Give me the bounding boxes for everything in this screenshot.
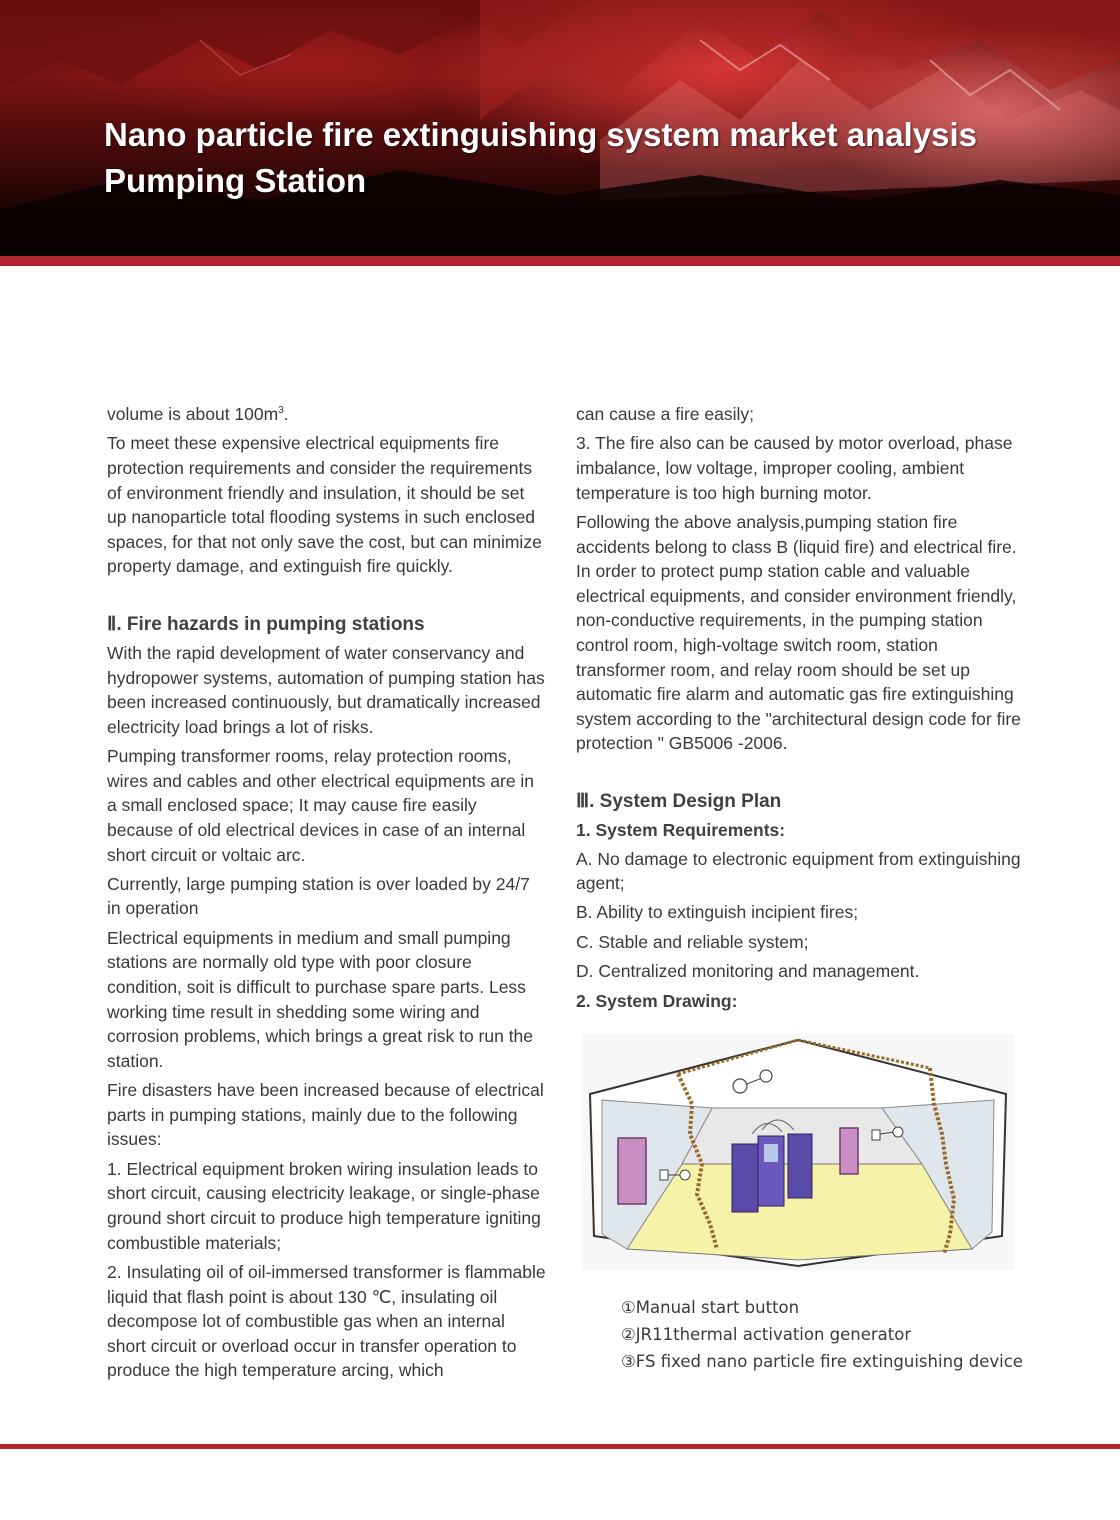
paragraph-issue-3: 3. The fire also can be caused by motor overload, phase imbalance, low voltage, improper cooling, ambient temperature is too high burning motor. [576,433,1013,503]
section-heading-fire-hazards: Ⅱ. Fire hazards in pumping stations [107,613,425,635]
page-subtitle: Pumping Station [104,162,367,199]
right-column [576,402,1021,1017]
paragraph-analysis: Following the above analysis,pumping station fire accidents belong to class B (liquid fire) and electrical fire. In order to protect pump station cable and valuable electrical equipments, and consider environment friendly, non-conductive requirements, in the pumping station control room, high-voltage switch room, station transformer room, and relay room should be set up automatic fire alarm and automatic gas fire extinguishing system according to the "architectural design code for fire protection " GB5006 -2006. [576,511,1021,754]
footer-divider [0,1444,1120,1449]
paragraph-old-equipment: Electrical equipments in medium and small pumping stations are normally old type with poor closure condition, soit is difficult to purchase spare parts. Less working time result in shedding some wiring and corrosion problems, which brings a great risk to run the station. [107,927,534,1071]
section-heading-design-plan: Ⅲ. System Design Plan [576,790,782,812]
page-title: Nano particle fire extinguishing system market analysis [104,116,977,153]
system-drawing [582,1034,1014,1270]
paragraph-transformer-rooms: Pumping transformer rooms, relay protection rooms, wires and cables and other electrical equipments are in a small enclosed space; It may cause fire easily because of old electrical devices in case of an internal short circuit or voltaic arc. [107,746,535,865]
superscript: 3 [278,405,284,417]
paragraph-disasters: Fire disasters have been increased because of electrical parts in pumping stations, mainly due to the following issues: [107,1080,544,1150]
paragraph-development: With the rapid development of water conservancy and hydropower systems, automation of pumping station has been increased continuously, but dramatically increased electricity load brings a lot of risks. [107,642,545,737]
requirement-a: A. No damage to electronic equipment from extinguishing agent; [576,848,1021,894]
paragraph-volume [107,402,547,427]
header-divider [0,256,1120,266]
volume-text: volume is about 100m [107,404,279,424]
header-banner [0,0,1120,256]
requirement-d: D. Centralized monitoring and management. [576,961,920,982]
legend-item-fs-device: ③FS fixed nano particle fire extinguishing device [621,1352,1023,1371]
room-illustration [582,1034,1014,1270]
legend-item-manual-start: ①Manual start button [621,1298,800,1317]
requirement-b: B. Ability to extinguish incipient fires; [576,902,859,923]
paragraph-issue-1: 1. Electrical equipment broken wiring insulation leads to short circuit, causing electricity leakage, or single-phase ground short circuit to produce high temperature igniting combustible materials; [107,1158,541,1253]
subheading-drawing: 2. System Drawing: [576,990,738,1011]
paragraph-issue-2: 2. Insulating oil of oil-immersed transformer is flammable liquid that flash point is about 130 ℃, insulating oil decompose lot of combustible gas when an internal short circuit or overload occur in transfer operation to produce the high temperature arcing, which [107,1261,546,1381]
paragraph-requirements: To meet these expensive electrical equipments fire protection requirements and consider the requirements of environment friendly and insulation, it should be set up nanoparticle total flooding systems in such enclosed spaces, for that not only save the cost, but can minimize property damage, and extinguish fire quickly. [107,433,542,577]
period: . [283,404,289,424]
drawing-legend [621,1294,1041,1375]
subheading-requirements: 1. System Requirements: [576,819,786,840]
paragraph-continuation: can cause a fire easily; [576,404,755,424]
left-column [107,402,547,1388]
requirement-c: C. Stable and reliable system; [576,931,809,952]
legend-item-thermal-generator: ②JR11thermal activation generator [621,1325,912,1344]
paragraph-overload: Currently, large pumping station is over loaded by 24/7 in operation [107,873,530,919]
